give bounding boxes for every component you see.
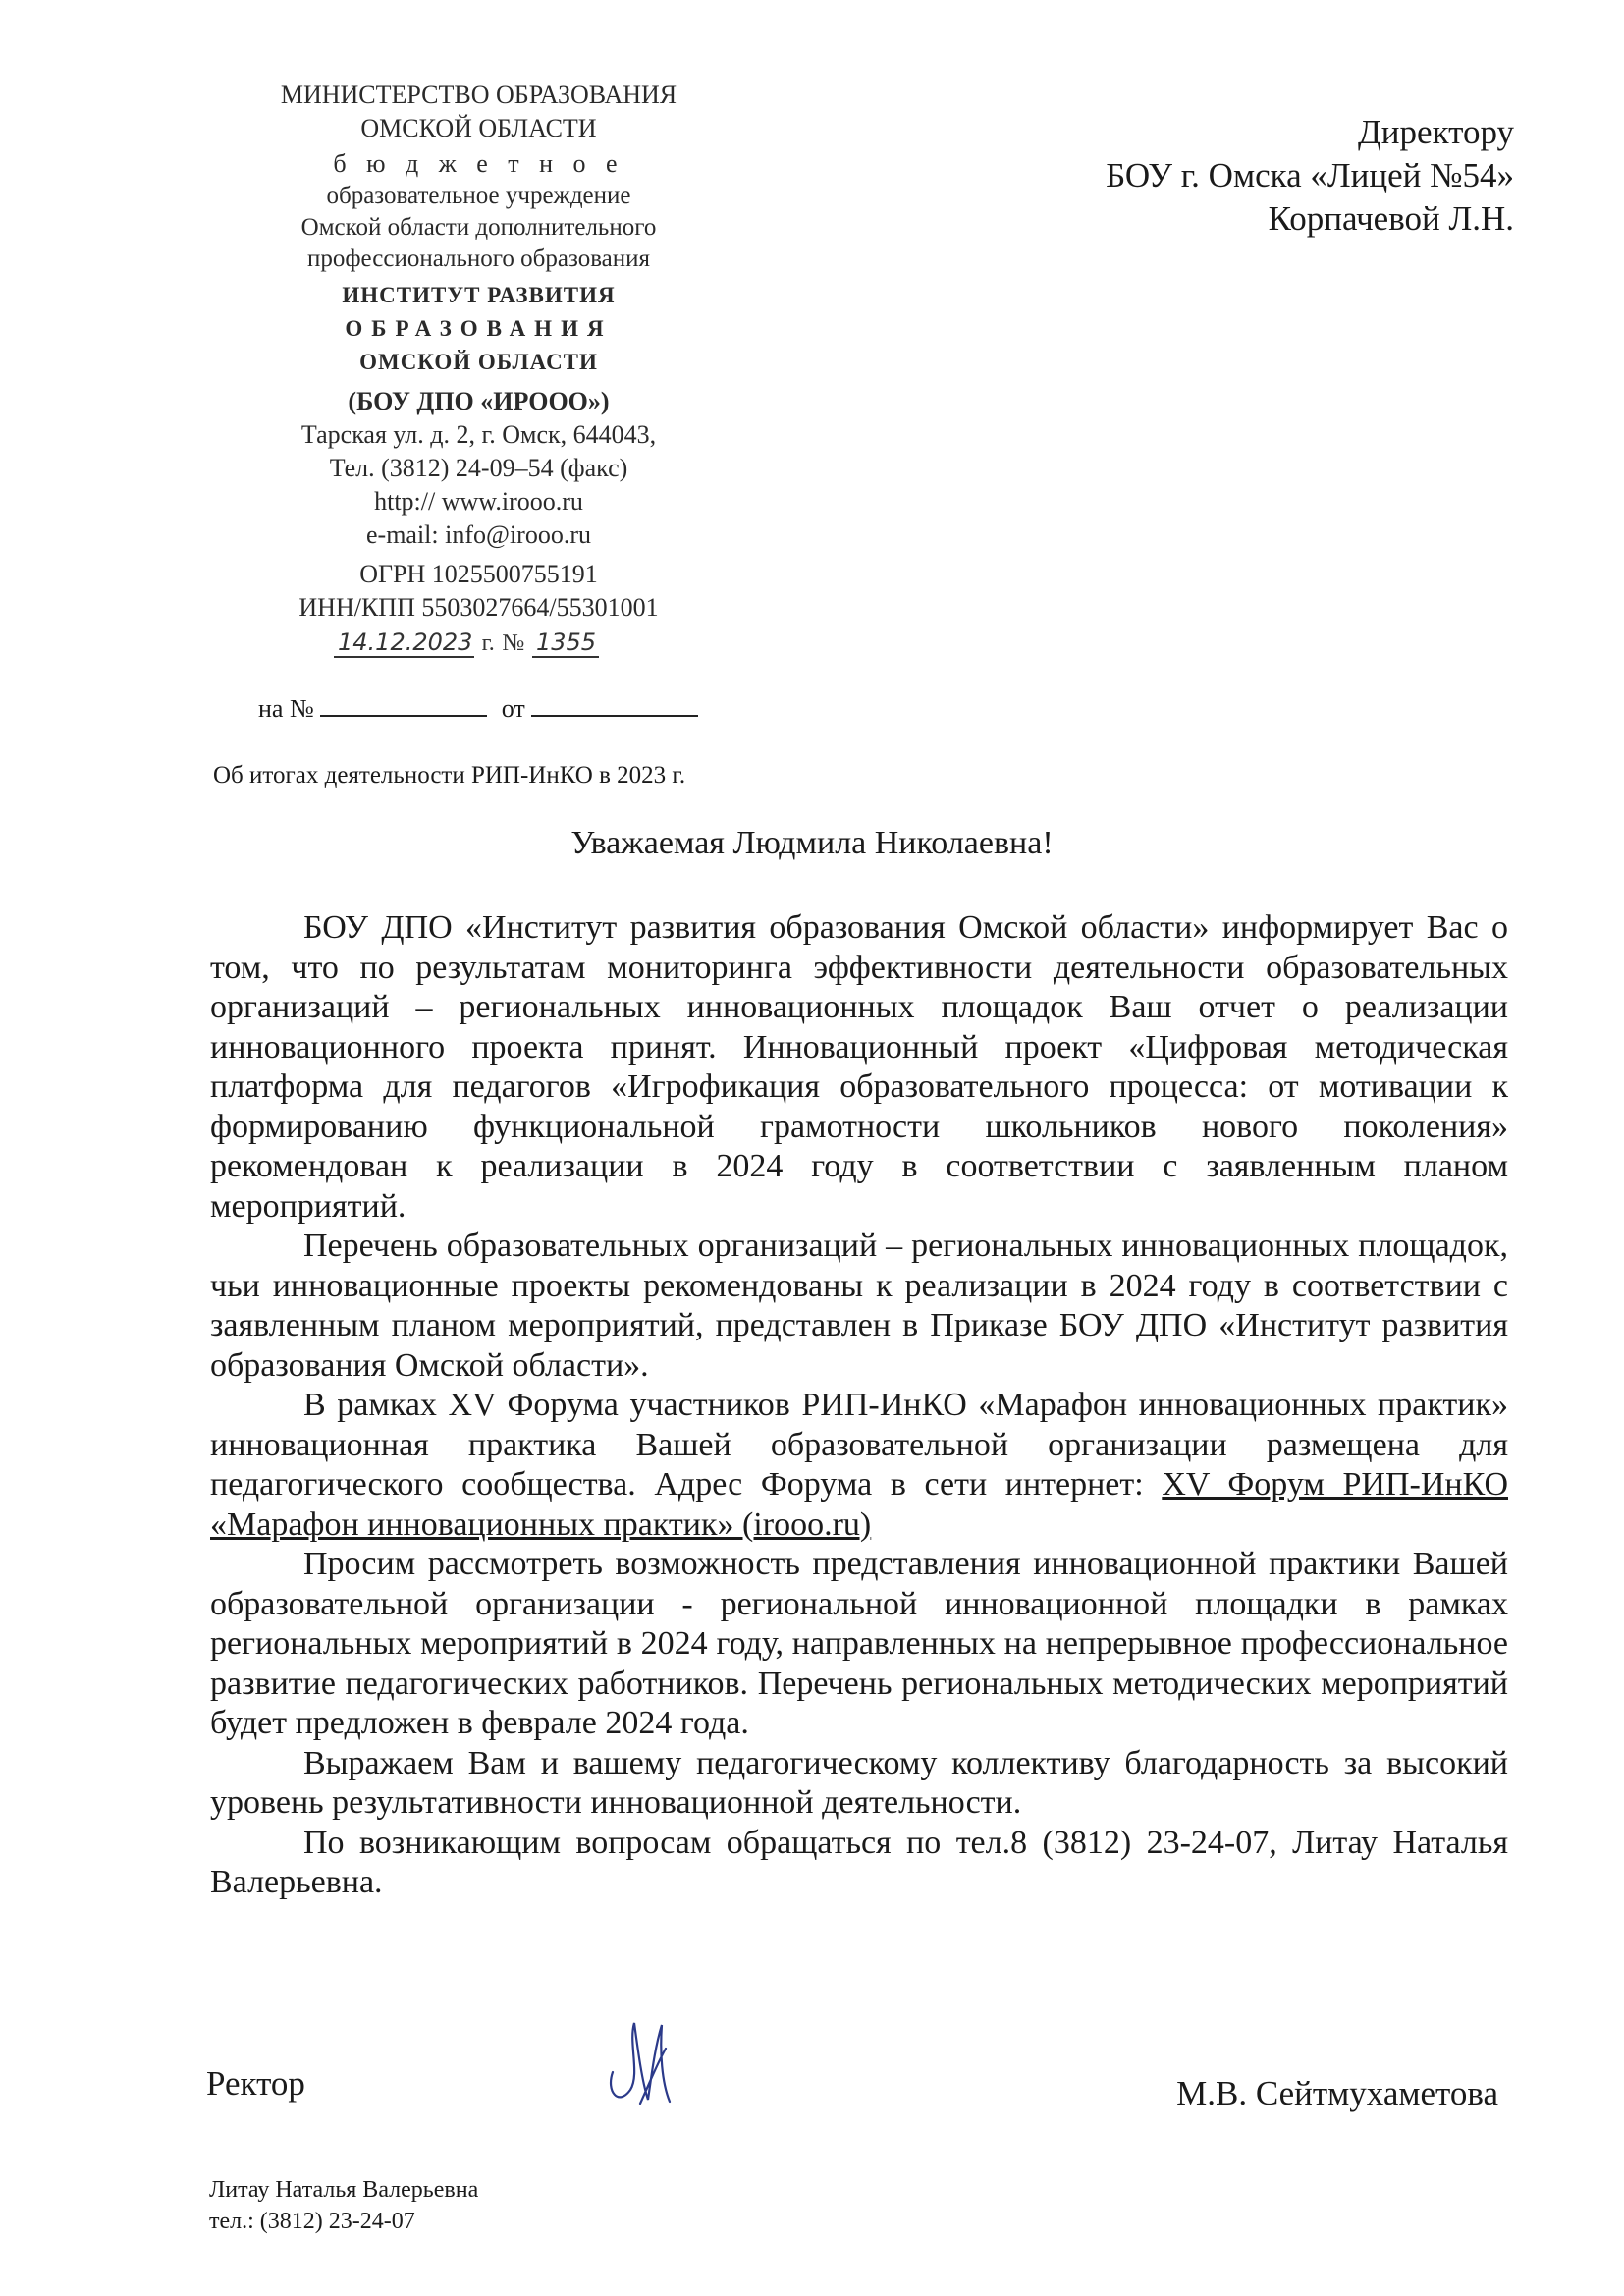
addressee-line-3: Корпачевой Л.Н. (1268, 199, 1514, 238)
executor-info (209, 2174, 478, 2237)
institute-phone: Тел. (3812) 24-09–54 (факс) (329, 454, 628, 482)
institution-desc-2: Омской области дополнительного (300, 214, 657, 241)
forum-link[interactable]: XV Форум РИП-ИнКО «Марафон инновационных практик» (irooo.ru) (210, 1466, 1508, 1543)
addressee-line-1: Директору (1357, 113, 1514, 151)
ministry-line-1: МИНИСТЕРСТВО ОБРАЗОВАНИЯ (280, 81, 677, 109)
registration-line (334, 629, 599, 658)
addressee (1106, 111, 1514, 241)
ref-no-blank (320, 693, 487, 717)
institute-abbr: (БОУ ДПО «ИРООО») (348, 387, 610, 415)
registration-g: г. (481, 630, 495, 656)
body-paragraph-3 (210, 1386, 1508, 1545)
institute-ogrn: ОГРН 1025500755191 (359, 560, 598, 588)
letterhead (236, 79, 722, 625)
ministry-line-2: ОМСКОЙ ОБЛАСТИ (360, 114, 597, 142)
executor-phone: тел.: (3812) 23-24-07 (209, 2209, 415, 2234)
letter-body (210, 908, 1508, 1903)
institute-inn: ИНН/КПП 5503027664/55301001 (298, 593, 659, 622)
registration-date: 14.12.2023 (334, 629, 474, 658)
body-paragraph-6: По возникающим вопросам обращаться по тел.8 (3812) 23-24-07, Литау Наталья Валерьевна. (210, 1824, 1508, 1900)
institution-desc-3: профессионального образования (306, 246, 651, 272)
registration-number: 1355 (532, 629, 599, 658)
body-paragraph-1: БОУ ДПО «Институт развития образования Омской области» информирует Вас о том, что по результатам мониторинга эффективности деятельности образовательных организаций – региональных инновационных площадок Ваш отчет о реализации инновационного проекта принят. Инновационный проект «Цифровая методическая платформа для педагогов «Игрофикация образовательного процесса: от мотивации к формированию функциональной грамотности школьников нового поколения» рекомендован к реализации в 2024 году в соответствии с заявленным планом мероприятий. (210, 909, 1508, 1225)
institution-desc-1: образовательное учреждение (326, 183, 631, 209)
body-paragraph-2: Перечень образовательных организаций – региональных инновационных площадок, чьи инновационные проекты рекомендованы к реализации в 2024 году в соответствии с заявленным планом мероприятий, представлен в Приказе БОУ ДПО «Институт развития образования Омской области». (210, 1228, 1508, 1384)
body-paragraph-3-text: В рамках XV Форума участников РИП-ИнКО «Марафон инновационных практик» инновационная практика Вашей образовательной организации размещена для педагогического сообщества. Адрес Форума в сети интернет: (210, 1387, 1508, 1503)
reference-line (258, 693, 698, 724)
handwritten-signature (601, 2013, 679, 2111)
institute-address: Тарская ул. д. 2, г. Омск, 644043, (300, 420, 657, 449)
institute-name-3: ОМСКОЙ ОБЛАСТИ (359, 350, 598, 374)
body-paragraph-5: Выражаем Вам и вашему педагогическому коллективу благодарность за высокий уровень результативности инновационной деятельности. (210, 1744, 1508, 1821)
institute-name-2: ОБРАЗОВАНИЯ (345, 316, 613, 341)
signature-name: М.В. Сейтмухаметова (1176, 2074, 1498, 2112)
ref-no-label: на № (258, 694, 314, 723)
signature-title: Ректор (206, 2064, 305, 2103)
body-paragraph-4: Просим рассмотреть возможность представления инновационной практики Вашей образовательной организации - региональной инновационной площадки в рамках региональных мероприятий в 2024 году, направленных на непрерывное профессиональное развитие педагогических работников. Перечень региональных методических мероприятий будет предложен в феврале 2024 года. (210, 1546, 1508, 1741)
institute-email: e-mail: info@irooo.ru (366, 520, 591, 549)
institution-type: б ю д ж е т н о е (333, 149, 624, 178)
addressee-line-2: БОУ г. Омска «Лицей №54» (1106, 156, 1514, 194)
letter-subject: Об итогах деятельности РИП-ИнКО в 2023 г. (213, 762, 686, 789)
ref-from-blank (531, 693, 698, 717)
institute-name-1: ИНСТИТУТ РАЗВИТИЯ (342, 283, 616, 307)
ref-from-label: от (501, 694, 525, 723)
executor-name: Литау Наталья Валерьевна (209, 2177, 479, 2203)
registration-no-label: № (502, 630, 525, 656)
institute-website: http:// www.irooo.ru (374, 487, 583, 516)
greeting: Уважаемая Людмила Николаевна! (570, 825, 1054, 861)
